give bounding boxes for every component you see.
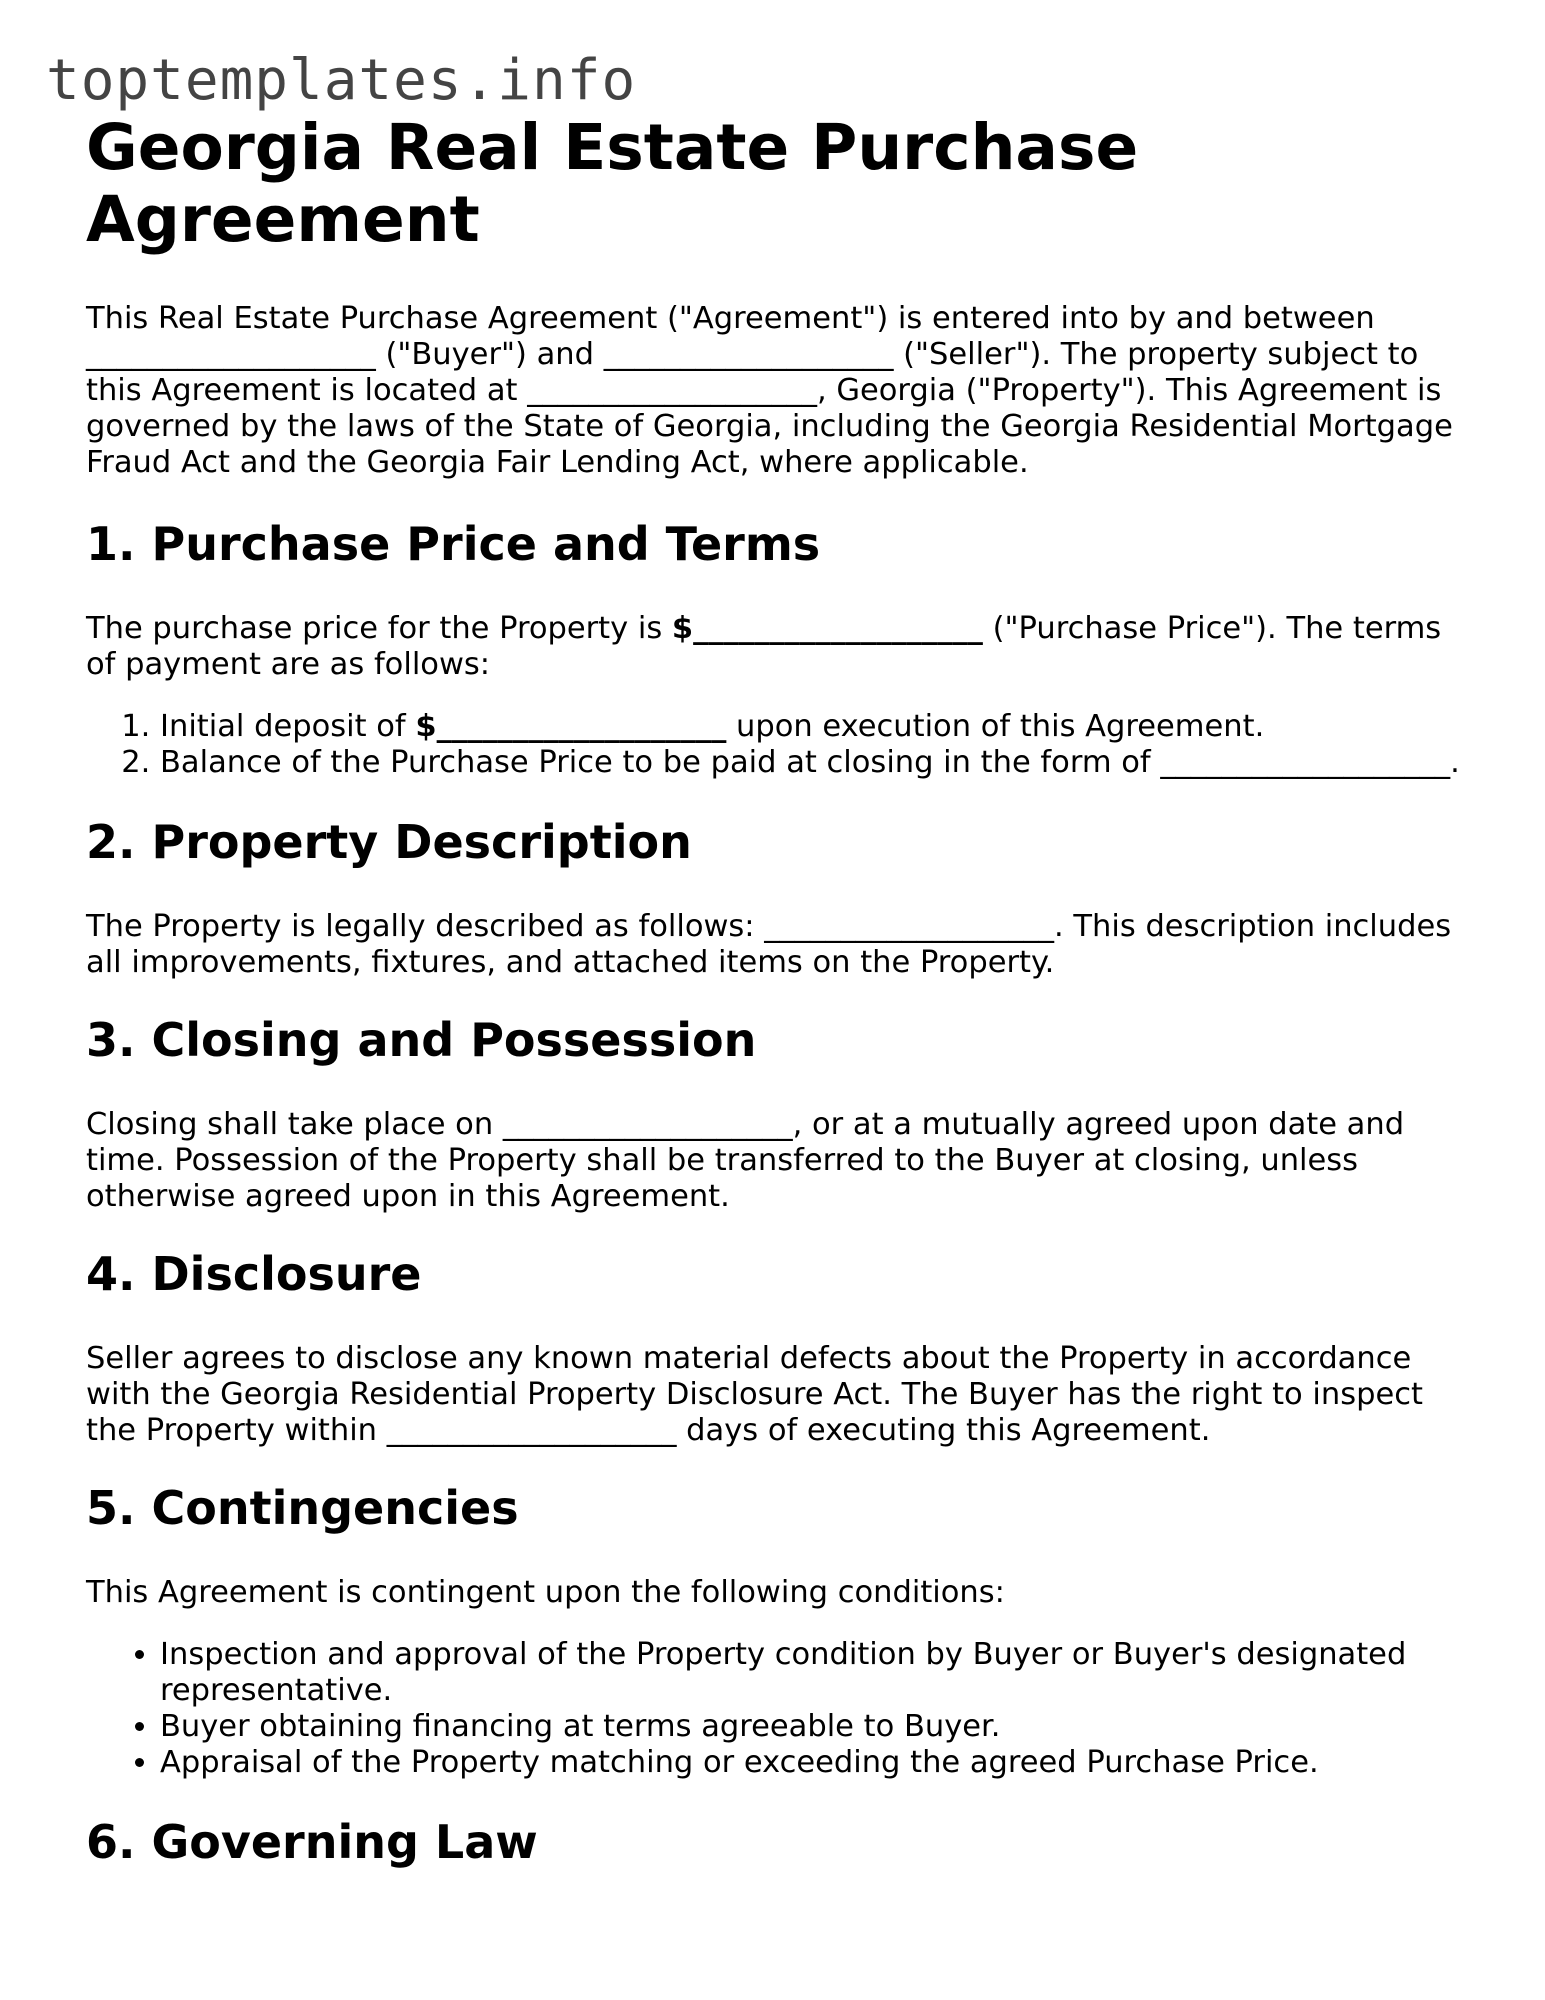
price-text-2: ("Purchase Price"). The terms of payment are as follows: xyxy=(86,611,1442,682)
section-1-heading: 1. Purchase Price and Terms xyxy=(86,517,821,571)
document-body xyxy=(86,112,1466,1909)
section-2-heading: 2. Property Description xyxy=(86,815,692,869)
intro-text-4: , Georgia ("Property"). This Agreement is governed by the laws of the State of Georgia, including the Georgia Residential Mortgage Fraud Act and the Georgia Fair Lending Act, where applicable. xyxy=(86,373,1453,480)
deposit-blank: $___________________ xyxy=(415,709,727,744)
section-4-heading: 4. Disclosure xyxy=(86,1247,422,1301)
section-1-paragraph xyxy=(86,611,1466,683)
price-text-1: The purchase price for the Property is xyxy=(86,611,672,646)
section-2-paragraph: The Property is legally described as follows: ___________________. This description includes all improvements, fixtures, and attached items on the Property. xyxy=(86,909,1452,980)
contingencies-list xyxy=(86,1637,1466,1781)
list-item xyxy=(160,709,1466,745)
list-item: • Buyer obtaining financing at terms agreeable to Buyer. xyxy=(160,1709,1466,1745)
section-4-paragraph: Seller agrees to disclose any known material defects about the Property in accordance with the Georgia Residential Property Disclosure Act. The Buyer has the right to inspect the Property within ___________________ days of executing this Agreement. xyxy=(86,1341,1423,1448)
list-item: • Appraisal of the Property matching or exceeding the agreed Purchase Price. xyxy=(160,1745,1466,1781)
intro-text-3: ("Seller"). The property subject to this Agreement is located at xyxy=(86,337,1419,408)
document-title: Georgia Real Estate Purchase Agreement xyxy=(86,111,1139,256)
price-blank: $___________________ xyxy=(671,611,983,646)
list-item: • Inspection and approval of the Property condition by Buyer or Buyer's designated representative. xyxy=(160,1637,1466,1709)
intro-text-1: This Real Estate Purchase Agreement ("Agreement") is entered into by and between xyxy=(86,301,1375,336)
section-6-heading: 6. Governing Law xyxy=(86,1815,538,1869)
list-item: 2. Balance of the Purchase Price to be paid at closing in the form of ___________________. xyxy=(160,745,1466,781)
deposit-text-1: Initial deposit of xyxy=(160,709,416,744)
payment-terms-list xyxy=(86,709,1466,781)
section-3-paragraph: Closing shall take place on ___________________, or at a mutually agreed upon date and time. Possession of the Property shall be transferred to the Buyer at closing, unless otherwise agreed upon in this Agreement. xyxy=(86,1107,1405,1214)
location-blank: ___________________ xyxy=(527,373,817,408)
buyer-blank: ___________________ xyxy=(86,337,376,372)
seller-blank: ___________________ xyxy=(603,337,894,372)
deposit-text-2: upon execution of this Agreement. xyxy=(726,709,1265,744)
intro-text-2: ("Buyer") and xyxy=(375,337,604,372)
watermark: toptemplates.info xyxy=(46,48,637,113)
section-5-intro: This Agreement is contingent upon the following conditions: xyxy=(86,1575,1005,1610)
intro-paragraph xyxy=(86,301,1466,481)
section-3-heading: 3. Closing and Possession xyxy=(86,1013,757,1067)
section-5-heading: 5. Contingencies xyxy=(86,1481,519,1535)
